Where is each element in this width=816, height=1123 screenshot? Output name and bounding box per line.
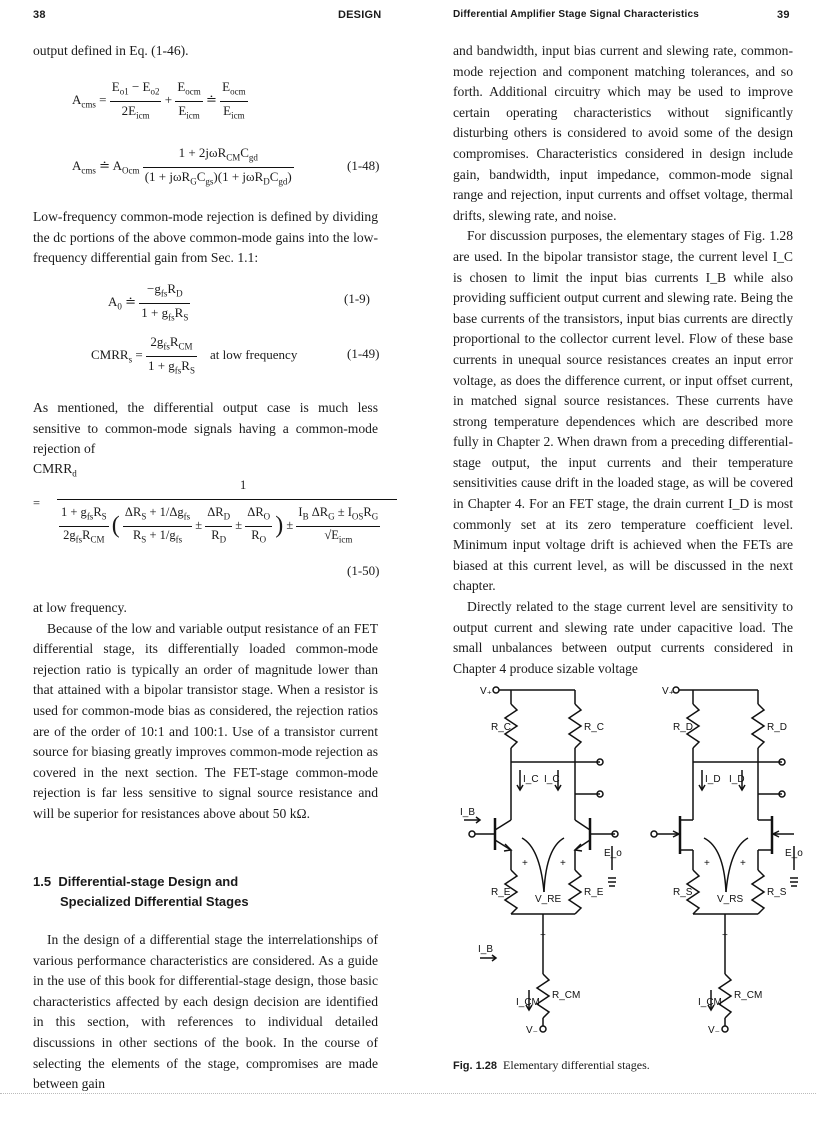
label-plus-j2: + — [740, 858, 746, 869]
label-icm-fet: I_CM — [698, 997, 722, 1008]
rd-right-resistor — [752, 704, 764, 748]
label-rd-left: R_D — [673, 722, 694, 733]
rcm-bipolar-resistor — [537, 974, 549, 1018]
rcm-fet-resistor — [719, 974, 731, 1018]
label-id-left: I_D — [705, 774, 721, 785]
label-vre: V_RE — [535, 894, 562, 905]
right-text-block: and bandwidth, input bias current and slewing rate, common-mode rejection and component matching tolerances, and so forth. Additional circuitry which may be used to improve certain operating characteristics without significantly disturbing others is considered to avoid some of the design compromises. Characteristics considered in design include gain, bandwidth, input impedance, common-mode signal range and rejection, input currents and offset voltage, thermal drifts, slewing rate, and noise. For discussion purposes, the elementary stages of Fig. 1.28 are used. In the bipolar transistor stage, the current level I_C is chosen to limit the input bias currents I_B while also providing sufficient output current and slewing rate. Being the base currents of the transistors, input bias currents are directly proportional to the collector current level. Flow of these base currents in unequal source resistances creates an input error voltage, as does the difference current, or input offset current, in matched signal source resistances. These currents have strong temperature dependences which are described more fully in Chapter 2. When drawn from a preceding differential-stage output, the input currents and their temperature sensitivities cause drift in the loaded stage, as will be covered in Chapter 4. For an FET stage, the drain current I_D is most commonly set at its zero temperature coefficient level. Minimum input voltage drift is achieved when the FETs are biased at this current level, as will be discussed in the next chapter. Directly related to the stage current level are sensitivity to output current and slewing rate under capacitive load. The small unbalances between output currents considered in Chapter 4 produce sizable voltage — [453, 43, 793, 676]
eq-number-1-50: (1-50) — [347, 563, 380, 578]
rc-right-resistor — [569, 704, 581, 748]
rs-right-resistor — [752, 870, 764, 914]
eq-number-1-49: (1-49) — [347, 346, 380, 361]
label-ic-right: I_C — [544, 774, 560, 785]
label-re-right: R_E — [584, 887, 604, 898]
label-vrs: V_RS — [717, 894, 744, 905]
label-rd-right: R_D — [767, 722, 788, 733]
circuit-figure — [440, 670, 803, 1055]
label-id-right: I_D — [729, 774, 745, 785]
equation-1-48-line2: $A_{cms}$ ≐ $A_{Ocm}$ $\frac{1 + 2j\omega R_{CM}C_{gd}}{(1 + j\omega R_GC_{gs})(1 + j\omega R_DC_{gd})}$ — [72, 145, 292, 187]
equation-1-9: $A_0$ ≐ $\frac{-g_{fs}R_D}{1 + g_{fs}R_S}$ — [108, 281, 189, 323]
label-rs-right: R_S — [767, 887, 787, 898]
label-vminus-bipolar: V₋ — [526, 1025, 538, 1036]
left-page-number: 38 — [33, 9, 46, 21]
bipolar-stage — [464, 687, 618, 1032]
label-eo-bipolar: E_o — [604, 848, 622, 859]
re-right-resistor — [569, 870, 581, 914]
label-rcm-fet: R_CM — [734, 990, 763, 1001]
label-plus-q1: + — [522, 858, 528, 869]
label-vplus-fet: V₊ — [662, 686, 674, 697]
figure-caption: Fig. 1.28 Elementary differential stages. — [453, 1058, 650, 1072]
equation-1-48-line1: $A_{cms}$ = $\frac{E_{o1} - E_{o2}}{2E_{icm}}$ + $\frac{E_{ocm}}{E_{icm}}$ ≐ $\frac{E_{ocm}}{E_{icm}}$ — [72, 79, 246, 121]
cmrr-d-label: $CMRR_d$ — [33, 461, 77, 479]
bottom-rule — [0, 1093, 816, 1094]
label-rcm-bipolar: R_CM — [552, 990, 581, 1001]
label-vplus-bipolar: V₊ — [480, 686, 492, 697]
left-paragraph-3: at low frequency. Because of the low and variable output resistance of an FET differential stage, its differentially loaded common-mode rejection ratio is typically an order of magnitude lower than that attained with a bipolar transistor stage. When a resistor is used for common-mode bias as considered, the rejection ratios are of the order of 10:1 and 100:1. Use of a transistor current source for biasing greatly improves common-mode rejection as covered in the next section. The FET-stage common-mode rejection is far less sensitive to signal source resistance and will be superior for resistances above about 50 kΩ. — [33, 600, 378, 821]
left-paragraph-2: As mentioned, the differential output case is much less sensitive to common-mode signals having a common-mode rejection of — [33, 400, 378, 457]
label-plus-q2: + — [560, 858, 566, 869]
equation-1-49: $CMRR_s$ = $\frac{2g_{fs}R_{CM}}{1 + g_{fs}R_S}$ at low frequency — [91, 334, 298, 376]
label-ib-top: I_B — [460, 807, 476, 818]
fet-stage — [651, 687, 798, 1032]
label-rc-right: R_C — [584, 722, 605, 733]
vplus-terminal-bipolar — [493, 687, 499, 693]
label-rs-left: R_S — [673, 887, 693, 898]
left-intro: output defined in Eq. (1-46). — [33, 43, 189, 58]
label-icm-bipolar: I_CM — [516, 997, 540, 1008]
label-vminus-fet: V₋ — [708, 1025, 720, 1036]
left-paragraph-4: In the design of a differential stage the interrelationships of various performance characteristics are considered. As a guide in the use of this book for differential-stage design, those basic characteristics affected by each design decision are identified in this section, with references to individual detailed discussions in other sections of the book. In the course of selecting the elements of the stage, compromises are made between gain — [33, 932, 378, 1092]
label-rc-left: R_C — [491, 722, 512, 733]
label-ib-bottom: I_B — [478, 944, 494, 955]
label-re-left: R_E — [491, 887, 511, 898]
eq-number-1-48: (1-48) — [347, 158, 380, 173]
label-eo-fet: E_o — [785, 848, 803, 859]
label-plus-j1: + — [704, 858, 710, 869]
right-running-title: Differential Amplifier Stage Signal Characteristics — [453, 9, 700, 20]
left-running-title: DESIGN — [338, 9, 382, 21]
eq-number-1-9: (1-9) — [344, 291, 370, 306]
label-minus-fet: − — [722, 930, 728, 941]
label-minus-bipolar: − — [540, 930, 546, 941]
section-heading: 1.5 Differential-stage Design and Specialized Differential Stages — [33, 874, 249, 909]
left-paragraph-1: Low-frequency common-mode rejection is defined by dividing the dc portions of the above common-mode gains into the low-frequency differential gain from Sec. 1.1: — [33, 209, 378, 266]
right-page-number: 39 — [777, 9, 790, 21]
label-ic-left: I_C — [523, 774, 539, 785]
